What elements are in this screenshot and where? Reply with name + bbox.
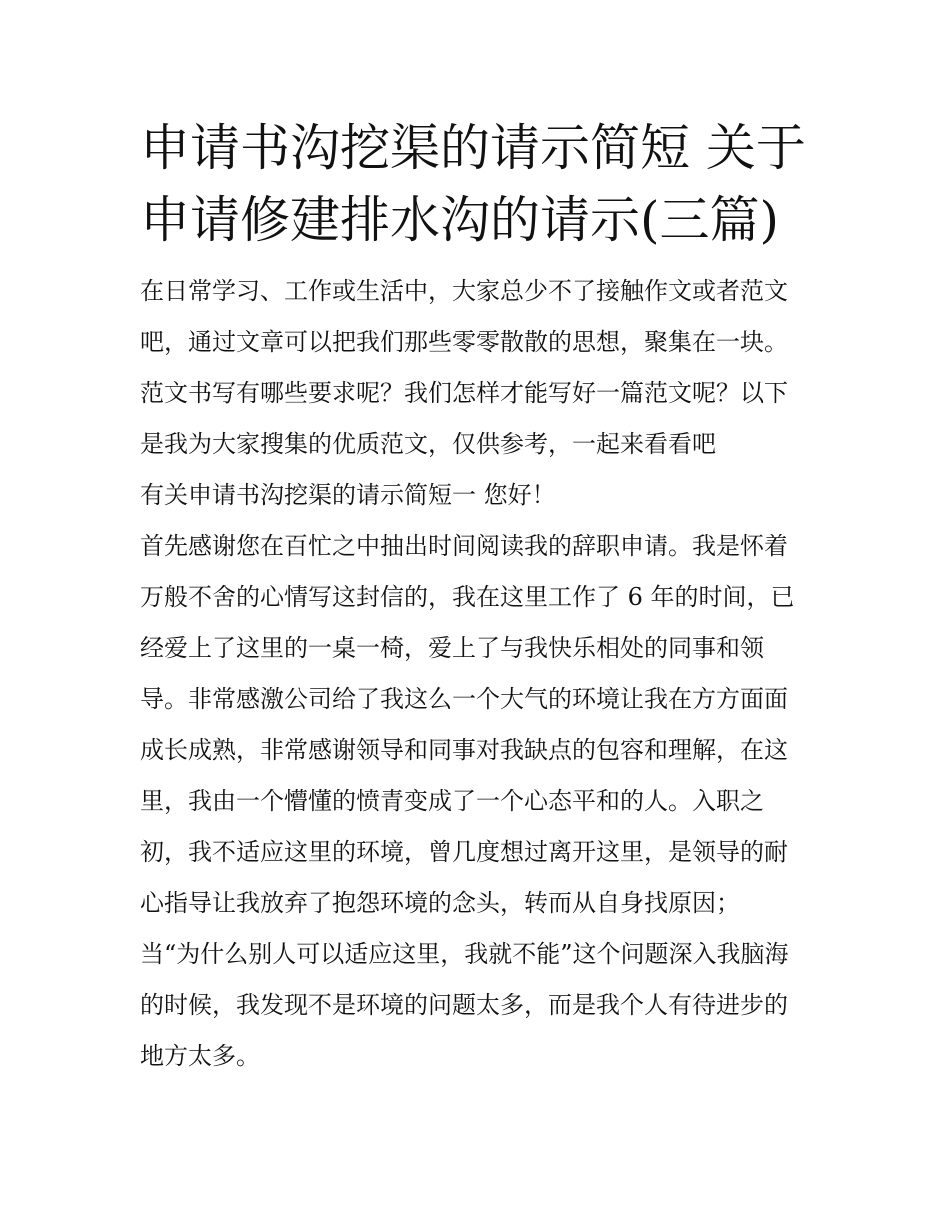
body-line: 吧，通过文章可以把我们那些零零散散的思想，聚集在一块。 [140,328,788,356]
body-line: 的时候，我发现不是环境的问题太多，而是我个人有待进步的 [140,991,788,1019]
body-line: 里，我由一个懵懂的愤青变成了一个心态平和的人。入职之 [140,787,764,815]
body-line: 当“为什么别人可以适应这里，我就不能”这个问题深入我脑海 [140,940,789,968]
body-line: 心指导让我放弃了抱怨环境的念头，转而从自身找原因； [140,889,740,917]
body-line: 是我为大家搜集的优质范文，仅供参考，一起来看看吧 [140,430,716,458]
body-line: 经爱上了这里的一桌一椅，爱上了与我快乐相处的同事和领 [140,634,764,662]
body-line: 范文书写有哪些要求呢？我们怎样才能写好一篇范文呢？以下 [140,379,788,407]
body-line: 初，我不适应这里的环境，曾几度想过离开这里，是领导的耐 [140,838,788,866]
body-line: 在日常学习、工作或生活中，大家总少不了接触作文或者范文 [140,277,788,305]
title-line: 申请书沟挖渠的请示简短 关于 [140,119,806,177]
document-content [140,112,812,1082]
body-line: 有关申请书沟挖渠的请示简短一 您好！ [140,481,556,509]
body-line: 首先感谢您在百忙之中抽出时间阅读我的辞职申请。我是怀着 [140,532,788,560]
document-body [140,266,812,1082]
body-line: 成长成熟，非常感谢领导和同事对我缺点的包容和理解，在这 [140,736,788,764]
title-line: 申请修建排水沟的请示(三篇) [140,191,780,249]
document-title [140,112,812,256]
body-line: 地方太多。 [140,1042,260,1070]
body-line: 导。非常感激公司给了我这么一个大气的环境让我在方方面面 [140,685,788,713]
body-line: 万般不舍的心情写这封信的，我在这里工作了 6 年的时间，已 [140,583,795,611]
